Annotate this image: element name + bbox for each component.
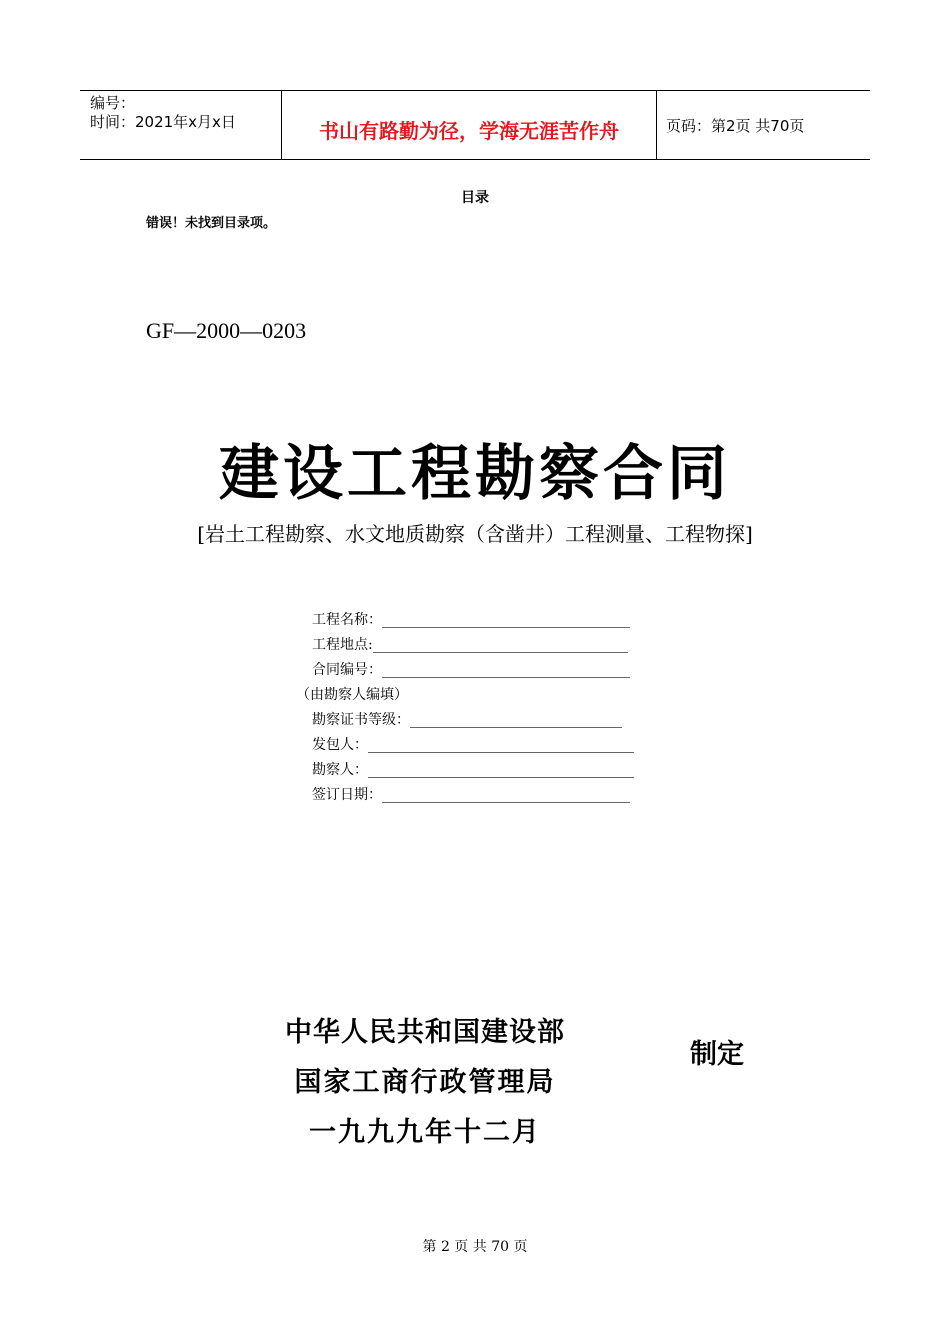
form-row-contract-no bbox=[296, 657, 656, 682]
form-row-project-name bbox=[296, 607, 656, 632]
cert-level-field[interactable] bbox=[410, 709, 622, 728]
surveyor-label: 勘察人： bbox=[312, 762, 368, 778]
issue-date: 一九九九年十二月 bbox=[309, 1117, 541, 1148]
employer-label: 发包人： bbox=[312, 737, 368, 753]
header-middle-cell bbox=[281, 91, 657, 159]
project-location-field[interactable] bbox=[373, 634, 628, 653]
issuer-line-2-wrap bbox=[0, 1060, 950, 1099]
form-row-contract-no-note bbox=[296, 682, 656, 707]
issuer-made-label: 制定 bbox=[690, 1039, 744, 1070]
form-row-project-location bbox=[296, 632, 656, 657]
page-footer: 第 2 页 共 70 页 bbox=[422, 1239, 528, 1255]
toc-title: 目录 bbox=[461, 190, 489, 206]
project-name-field[interactable] bbox=[382, 609, 630, 628]
header-left-cell bbox=[80, 91, 281, 159]
document-number-label: 编号： bbox=[90, 94, 136, 112]
issuer-bureau: 国家工商行政管理局 bbox=[294, 1067, 556, 1098]
contract-no-field[interactable] bbox=[382, 659, 630, 678]
project-name-label: 工程名称： bbox=[312, 612, 382, 628]
sign-date-label: 签订日期： bbox=[312, 787, 382, 803]
contract-no-label: 合同编号： bbox=[312, 662, 382, 678]
cert-level-label: 勘察证书等级： bbox=[312, 712, 410, 728]
issuer-ministry: 中华人民共和国建设部 bbox=[285, 1017, 565, 1048]
project-location-label: 工程地点: bbox=[312, 637, 373, 653]
page-header bbox=[80, 90, 870, 160]
contract-subtitle: [岩土工程勘察、水文地质勘察（含凿井）工程测量、工程物探] bbox=[197, 522, 753, 546]
form-row-sign-date bbox=[296, 782, 656, 807]
header-right-cell bbox=[656, 91, 870, 159]
header-motto: 书山有路勤为径，学海无涯苦作舟 bbox=[319, 119, 619, 143]
contract-no-note: （由勘察人编填） bbox=[296, 687, 408, 703]
issuer-line-1-wrap bbox=[0, 1010, 950, 1049]
form-row-employer bbox=[296, 732, 656, 757]
document-time-label: 时间：2021年x月x日 bbox=[90, 113, 236, 131]
surveyor-field[interactable] bbox=[368, 759, 634, 778]
form-row-cert-level bbox=[296, 707, 656, 732]
sign-date-field[interactable] bbox=[382, 784, 630, 803]
contract-title: 建设工程勘察合同 bbox=[219, 439, 731, 509]
header-page-label: 页码：第2页 共70页 bbox=[666, 117, 805, 135]
document-code: GF—2000—0203 bbox=[146, 318, 307, 343]
issuer-line-3-wrap bbox=[0, 1110, 950, 1149]
toc-error-message: 错误！未找到目录项。 bbox=[146, 216, 277, 231]
employer-field[interactable] bbox=[368, 734, 634, 753]
form-row-surveyor bbox=[296, 757, 656, 782]
contract-info-form bbox=[296, 607, 656, 807]
